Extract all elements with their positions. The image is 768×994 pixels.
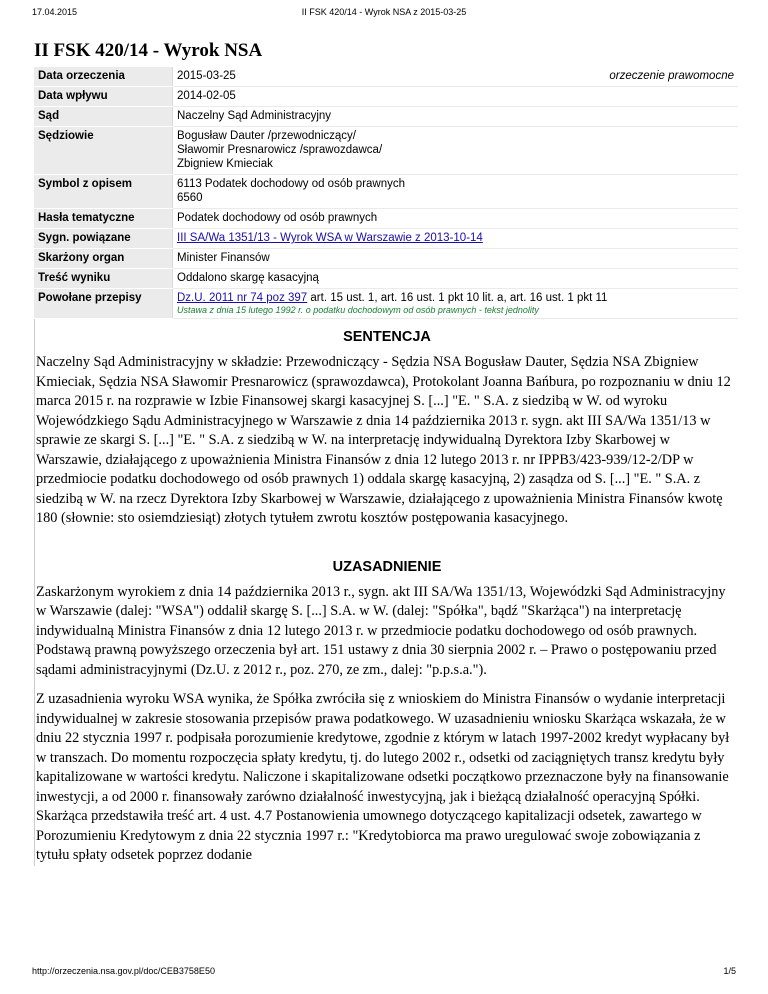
meta-value: 2015-03-25 <box>177 70 236 82</box>
meta-label: Sygn. powiązane <box>34 229 173 249</box>
meta-row-powolane-przepisy <box>34 289 738 319</box>
print-footer <box>32 966 736 980</box>
sentencja-section <box>34 319 739 549</box>
meta-row-sad <box>34 107 738 127</box>
judge-name: Sławomir Presnarowicz /sprawozdawca/ <box>177 144 383 156</box>
page-number: 1/5 <box>723 966 736 976</box>
meta-label: Hasła tematyczne <box>34 209 173 229</box>
meta-value: Oddalono skargę kasacyjną <box>173 269 739 289</box>
meta-label: Data wpływu <box>34 87 173 107</box>
page-title: II FSK 420/14 - Wyrok NSA <box>34 40 263 61</box>
meta-row-sygn-powiazane <box>34 229 738 249</box>
print-date: 17.04.2015 <box>32 7 78 17</box>
uzasadnienie-paragraph: Zaskarżonym wyrokiem z dnia 14 października 2013 r., sygn. akt III SA/Wa 1351/13, Wojewódzki Sąd Administracyjny w Warszawie (dalej: "WSA") oddalił skargę S. [...] S.A. w W. (dalej: "Spółka", bądź "Skarżąca") na interpretację indywidualną Ministra Finansów z dnia 12 lutego 2013 r. w przedmiocie podatku dochodowego od osób prawnych. Podstawą prawną powyższego orzeczenia był art. 151 ustawy z dnia 30 sierpnia 2002 r. – Prawo o postępowaniu przed sądami administracyjnymi (Dz.U. z 2012 r., poz. 270, ze zm., dalej: "p.p.s.a."). <box>36 583 726 678</box>
cited-articles: art. 15 ust. 1, art. 16 ust. 1 pkt 10 lit. a, art. 16 ust. 1 pkt 11 <box>307 292 608 304</box>
uzasadnienie-paragraph: Z uzasadnienia wyroku WSA wynika, że Spółka zwróciła się z wnioskiem do Ministra Finansów o wydanie interpretacji indywidualnej w zakresie stosowania przepisów prawa podatkowego. W uzasadnieniu wniosku Skarżąca wskazała, że w dniu 22 stycznia 1997 r. podpisała porozumienie kredytowe, zgodnie z którym w latach 1997-2002 kredyt wypłacany był w transzach. Do momentu rozpoczęcia spłaty kredytu, tj. do lutego 2002 r., odsetki od zaciągniętych transz kredytu były kapitalizowane w wartości kredytu. Naliczone i skapitalizowane odsetki początkowo przeznaczone były na finansowanie inwestycji, a od 2000 r. finansowały zarówno działalność inwestycyjną, jak i bieżącą działalność operacyjną Spółki. Skarżąca przedstawiła treść art. 4 ust. 4.7 Postanowienia umownego dotyczącego kapitalizacji odsetek, zawartego w Porozumieniu Kredytowym z dnia 22 stycznia 1997 r.: "Kredytobiorca ma prawo uregulować swoje zobowiązania z tytułu spłaty odsetek poprzez dodanie <box>36 691 730 863</box>
meta-label: Sędziowie <box>34 127 173 175</box>
symbol-line: 6113 Podatek dochodowy od osób prawnych <box>177 178 406 190</box>
related-case-link[interactable]: III SA/Wa 1351/13 - Wyrok WSA w Warszawie z 2013-10-14 <box>177 232 483 244</box>
uzasadnienie-section <box>34 549 739 866</box>
print-url: http://orzeczenia.nsa.gov.pl/doc/CEB3758E50 <box>32 966 215 976</box>
sentencja-heading: SENTENCJA <box>343 329 431 345</box>
document-content <box>32 40 738 866</box>
status-badge: orzeczenie prawomocne <box>609 70 734 82</box>
sentencja-text: Naczelny Sąd Administracyjny w składzie: Przewodniczący - Sędzia NSA Bogusław Dauter, Sędzia NSA Zbigniew Kmieciak, Sędzia NSA Sławomir Presnarowicz (sprawozdawca), Protokolant Joanna Bańbura, po rozpoznaniu w dniu 12 marca 2015 r. na rozprawie w Izbie Finansowej skargi kasacyjnej S. [...] "E. " S.A. z siedzibą w W. od wyroku Wojewódzkiego Sądu Administracyjnego w Warszawie z dnia 14 października 2013 r. sygn. akt III SA/Wa 1351/13 w sprawie ze skargi S. [...] "E. " S.A. z siedzibą w W. na interpretację indywidualną Dyrektora Izby Skarbowej w Warszawie, działającego z upoważnienia Ministra Finansów z dnia 12 lutego 2013 r. nr IPPB3/423-939/12-2/DP w przedmiocie podatku dochodowego od osób prawnych 1) oddala skargę kasacyjną, 2) zasądza od S. [...] "E. " S.A. z siedzibą w W. na rzecz Dyrektora Izby Skarbowej w Warszawie, działającego z upoważnienia Ministra Finansów kwotę 180 (słownie: sto osiemdziesiąt) złotych tytułem zwrotu kosztów postępowania kasacyjnego. <box>36 354 731 526</box>
meta-label: Sąd <box>34 107 173 127</box>
meta-row-data-wplywu <box>34 87 738 107</box>
meta-label: Powołane przepisy <box>34 289 173 319</box>
print-header <box>32 7 736 21</box>
meta-label: Treść wyniku <box>34 269 173 289</box>
meta-value: 2014-02-05 <box>173 87 739 107</box>
legal-act-link[interactable]: Dz.U. 2011 nr 74 poz 397 <box>177 292 308 304</box>
judge-name: Bogusław Dauter /przewodniczący/ <box>177 130 356 142</box>
meta-value: Podatek dochodowy od osób prawnych <box>173 209 739 229</box>
meta-row-tresc-wyniku <box>34 269 738 289</box>
meta-value: Naczelny Sąd Administracyjny <box>173 107 739 127</box>
meta-label: Skarżony organ <box>34 249 173 269</box>
uzasadnienie-heading: UZASADNIENIE <box>332 558 442 575</box>
symbol-line: 6560 <box>177 192 203 204</box>
meta-label: Symbol z opisem <box>34 175 173 209</box>
meta-value: Minister Finansów <box>173 249 739 269</box>
meta-row-data-orzeczenia <box>34 67 738 87</box>
print-title: II FSK 420/14 - Wyrok NSA z 2015-03-25 <box>301 7 467 17</box>
legal-act-note: Ustawa z dnia 15 lutego 1992 r. o podatku dochodowym od osób prawnych - tekst jednolity <box>177 305 539 315</box>
meta-row-skarzony-organ <box>34 249 738 269</box>
judge-name: Zbigniew Kmieciak <box>177 158 273 170</box>
meta-row-sedziowie <box>34 127 738 175</box>
meta-row-symbol <box>34 175 738 209</box>
meta-label: Data orzeczenia <box>34 67 173 87</box>
metadata-table <box>34 67 738 319</box>
meta-row-hasla <box>34 209 738 229</box>
